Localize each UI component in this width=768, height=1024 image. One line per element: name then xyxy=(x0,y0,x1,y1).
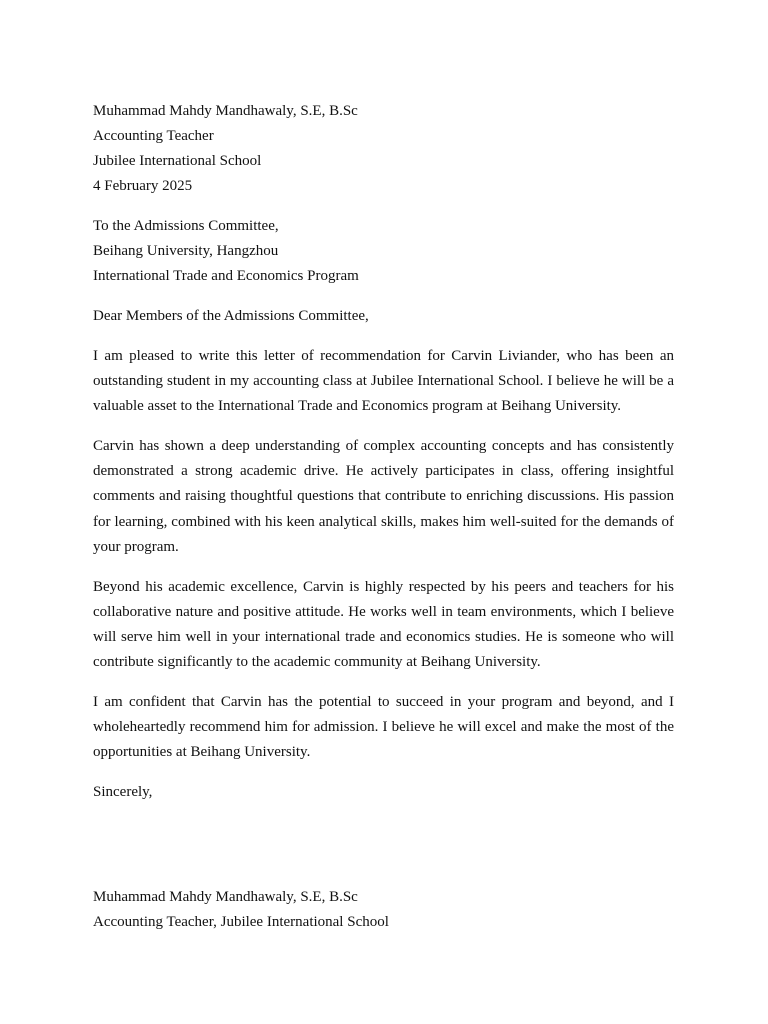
recipient-program: International Trade and Economics Program xyxy=(93,268,359,284)
signature-block xyxy=(93,885,674,935)
closing: Sincerely, xyxy=(93,784,153,801)
recommendation-letter xyxy=(93,99,674,935)
recipient-committee: To the Admissions Committee, xyxy=(93,218,279,234)
sender-title: Accounting Teacher xyxy=(93,128,214,144)
recipient-university: Beihang University, Hangzhou xyxy=(93,243,279,259)
body-paragraph-2: Carvin has shown a deep understanding of complex accounting concepts and has consistently demonstrated a strong academic drive. He actively participates in class, offering insightful comments and raising thoughtful questions that contribute to enriching discussions. His passion for learning, combined with his keen analytical skills, makes him well-suited for the demands of your program. xyxy=(93,438,674,555)
body-paragraph-4: I am confident that Carvin has the potential to succeed in your program and beyond, and I wholeheartedly recommend him for admission. I believe he will excel and make the most of the opportunities at Beihang University. xyxy=(93,694,674,761)
salutation: Dear Members of the Admissions Committee, xyxy=(93,308,369,324)
sender-school: Jubilee International School xyxy=(93,153,262,169)
signature-name: Muhammad Mahdy Mandhawaly, S.E, B.Sc xyxy=(93,889,358,906)
recipient-block xyxy=(93,214,674,289)
body-paragraph-3: Beyond his academic excellence, Carvin is highly respected by his peers and teachers for his collaborative nature and positive attitude. He works well in team environments, which I believe will serve him well in your international trade and economics studies. He is someone who will contribute significantly to the academic community at Beihang University. xyxy=(93,578,674,671)
signature-title: Accounting Teacher, Jubilee International School xyxy=(93,914,389,931)
sender-block xyxy=(93,99,674,199)
body-paragraph-1: I am pleased to write this letter of recommendation for Carvin Liviander, who has been an outstanding student in my accounting class at Jubilee International School. I believe he will be a valuable asset to the International Trade and Economics program at Beihang University. xyxy=(93,348,674,415)
letter-date: 4 February 2025 xyxy=(93,178,193,194)
sender-name: Muhammad Mahdy Mandhawaly, S.E, B.Sc xyxy=(93,103,358,119)
